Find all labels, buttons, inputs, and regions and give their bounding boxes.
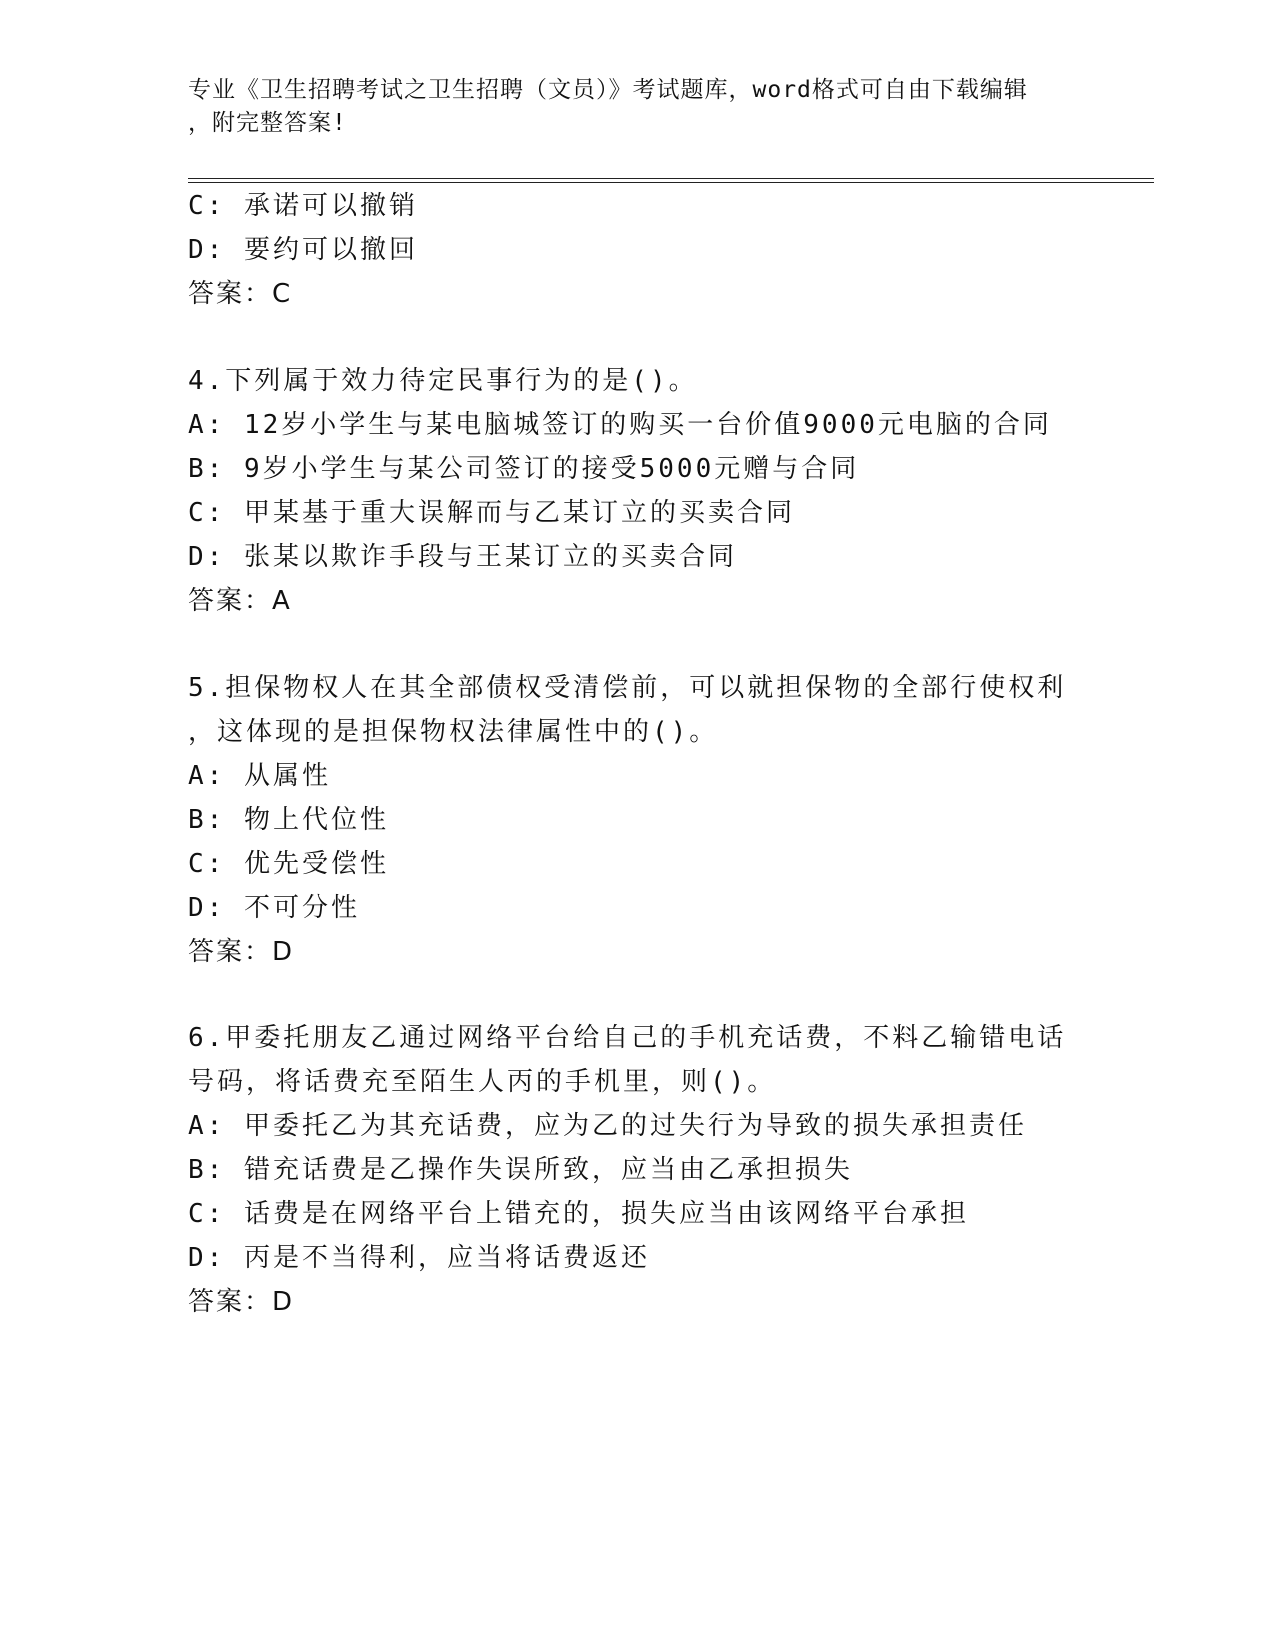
q6-option-d: D: 丙是不当得利，应当将话费返还 xyxy=(188,1243,650,1273)
q4-stem: 4.下列属于效力待定民事行为的是()。 xyxy=(188,366,698,396)
q5-option-d: D: 不可分性 xyxy=(188,893,360,923)
document-header xyxy=(188,74,1088,140)
header-title-line-2: ，附完整答案! xyxy=(188,110,347,136)
header-title-line-1: 专业《卫生招聘考试之卫生招聘（文员）》考试题库，word格式可自由下载编辑 xyxy=(188,77,1028,103)
q4-answer: 答案：A xyxy=(188,586,292,616)
q4-option-b: B: 9岁小学生与某公司签订的接受5000元赠与合同 xyxy=(188,454,860,484)
q5-stem-line-2: ，这体现的是担保物权法律属性中的()。 xyxy=(188,717,719,747)
q6-stem-line-1: 6.甲委托朋友乙通过网络平台给自己的手机充话费，不料乙输错电话 xyxy=(188,1023,1067,1053)
q6-stem-line-2: 号码，将话费充至陌生人丙的手机里，则()。 xyxy=(188,1067,777,1097)
q3-answer: 答案：C xyxy=(188,279,293,309)
q5-option-b: B: 物上代位性 xyxy=(188,805,389,835)
q6-option-c: C: 话费是在网络平台上错充的，损失应当由该网络平台承担 xyxy=(188,1199,969,1229)
q4-option-a: A: 12岁小学生与某电脑城签订的购买一台价值9000元电脑的合同 xyxy=(188,410,1052,440)
q6-option-a: A: 甲委托乙为其充话费，应为乙的过失行为导致的损失承担责任 xyxy=(188,1111,1027,1141)
q5-stem-line-1: 5.担保物权人在其全部债权受清偿前，可以就担保物的全部行使权利 xyxy=(188,673,1067,703)
q6-option-b: B: 错充话费是乙操作失误所致，应当由乙承担损失 xyxy=(188,1155,853,1185)
q5-option-a: A: 从属性 xyxy=(188,761,331,791)
q5-option-c: C: 优先受偿性 xyxy=(188,849,389,879)
q4-option-d: D: 张某以欺诈手段与王某订立的买卖合同 xyxy=(188,542,737,572)
q4-option-c: C: 甲某基于重大误解而与乙某订立的买卖合同 xyxy=(188,498,795,528)
header-divider xyxy=(188,178,1154,183)
q6-answer: 答案：D xyxy=(188,1287,295,1317)
q5-answer: 答案：D xyxy=(188,937,295,967)
q3-option-c: C: 承诺可以撤销 xyxy=(188,191,418,221)
q3-option-d: D: 要约可以撤回 xyxy=(188,235,418,265)
